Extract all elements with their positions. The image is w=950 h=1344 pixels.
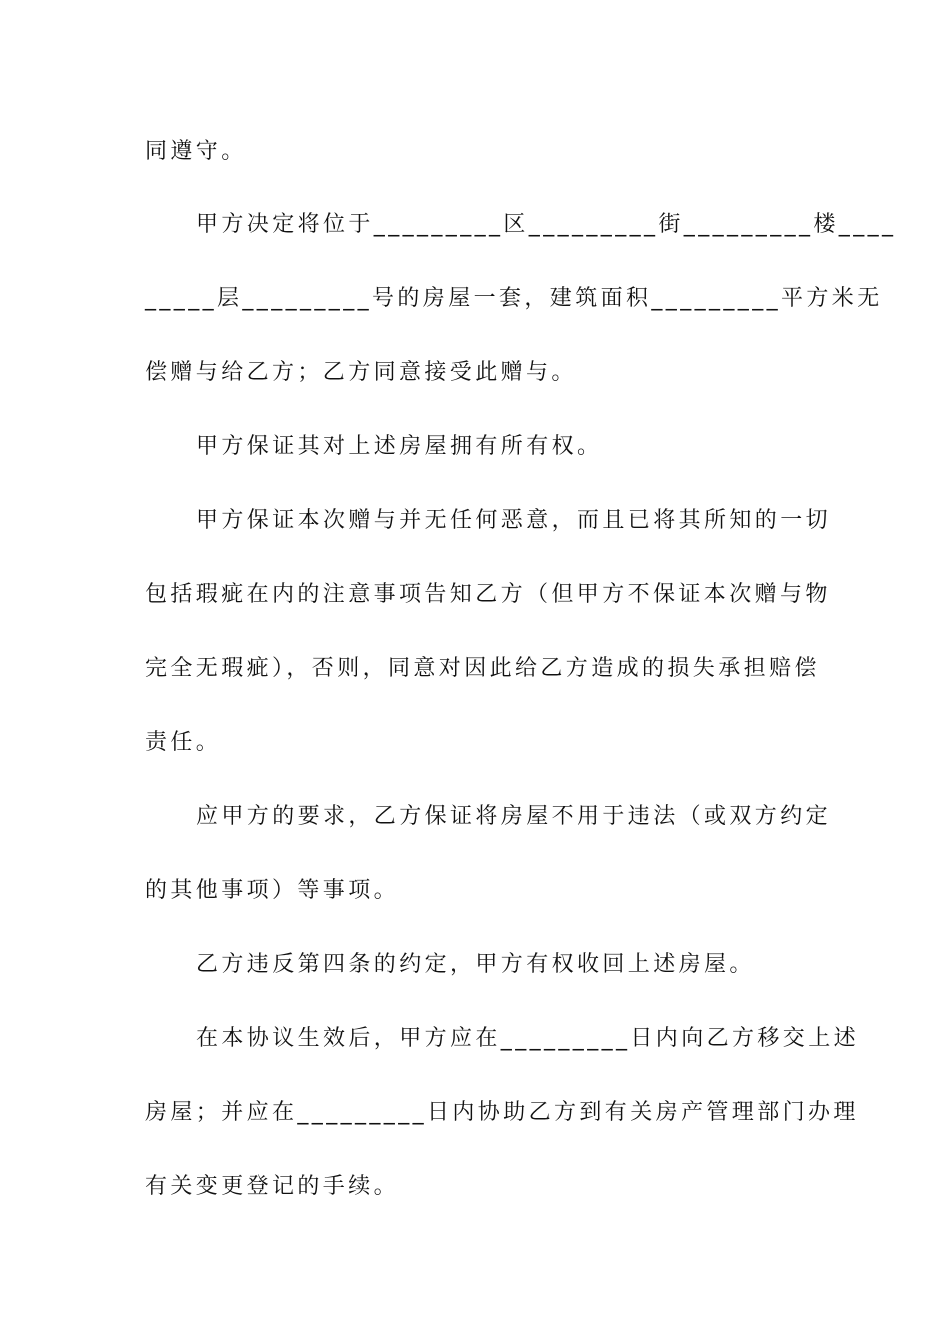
text-line: 责任。 [145,730,222,755]
text-line: 甲方保证本次赠与并无任何恶意，而且已将其所知的一切 [196,508,832,533]
text-line: 包括瑕疵在内的注意事项告知乙方（但甲方不保证本次赠与物 [145,582,831,607]
text-line: 同遵守。 [145,139,247,164]
text-line: 乙方违反第四条的约定，甲方有权收回上述房屋。 [196,952,755,977]
text-line: 偿赠与给乙方；乙方同意接受此赠与。 [145,360,577,385]
text-line: 甲方保证其对上述房屋拥有所有权。 [196,434,603,459]
text-line: _____层_________号的房屋一套，建筑面积_________平方米无 [145,286,883,311]
text-line: 应甲方的要求，乙方保证将房屋不用于违法（或双方约定 [196,804,832,829]
text-line: 房屋；并应在_________日内协助乙方到有关房产管理部门办理 [145,1100,859,1125]
text-line: 有关变更登记的手续。 [145,1174,400,1199]
text-line: 的其他事项）等事项。 [145,878,400,903]
text-line: 在本协议生效后，甲方应在_________日内向乙方移交上述 [196,1026,860,1051]
text-line: 完全无瑕疵），否则，同意对因此给乙方造成的损失承担赔偿 [145,656,820,681]
text-line: 甲方决定将位于_________区_________街_________楼____ [196,212,897,237]
